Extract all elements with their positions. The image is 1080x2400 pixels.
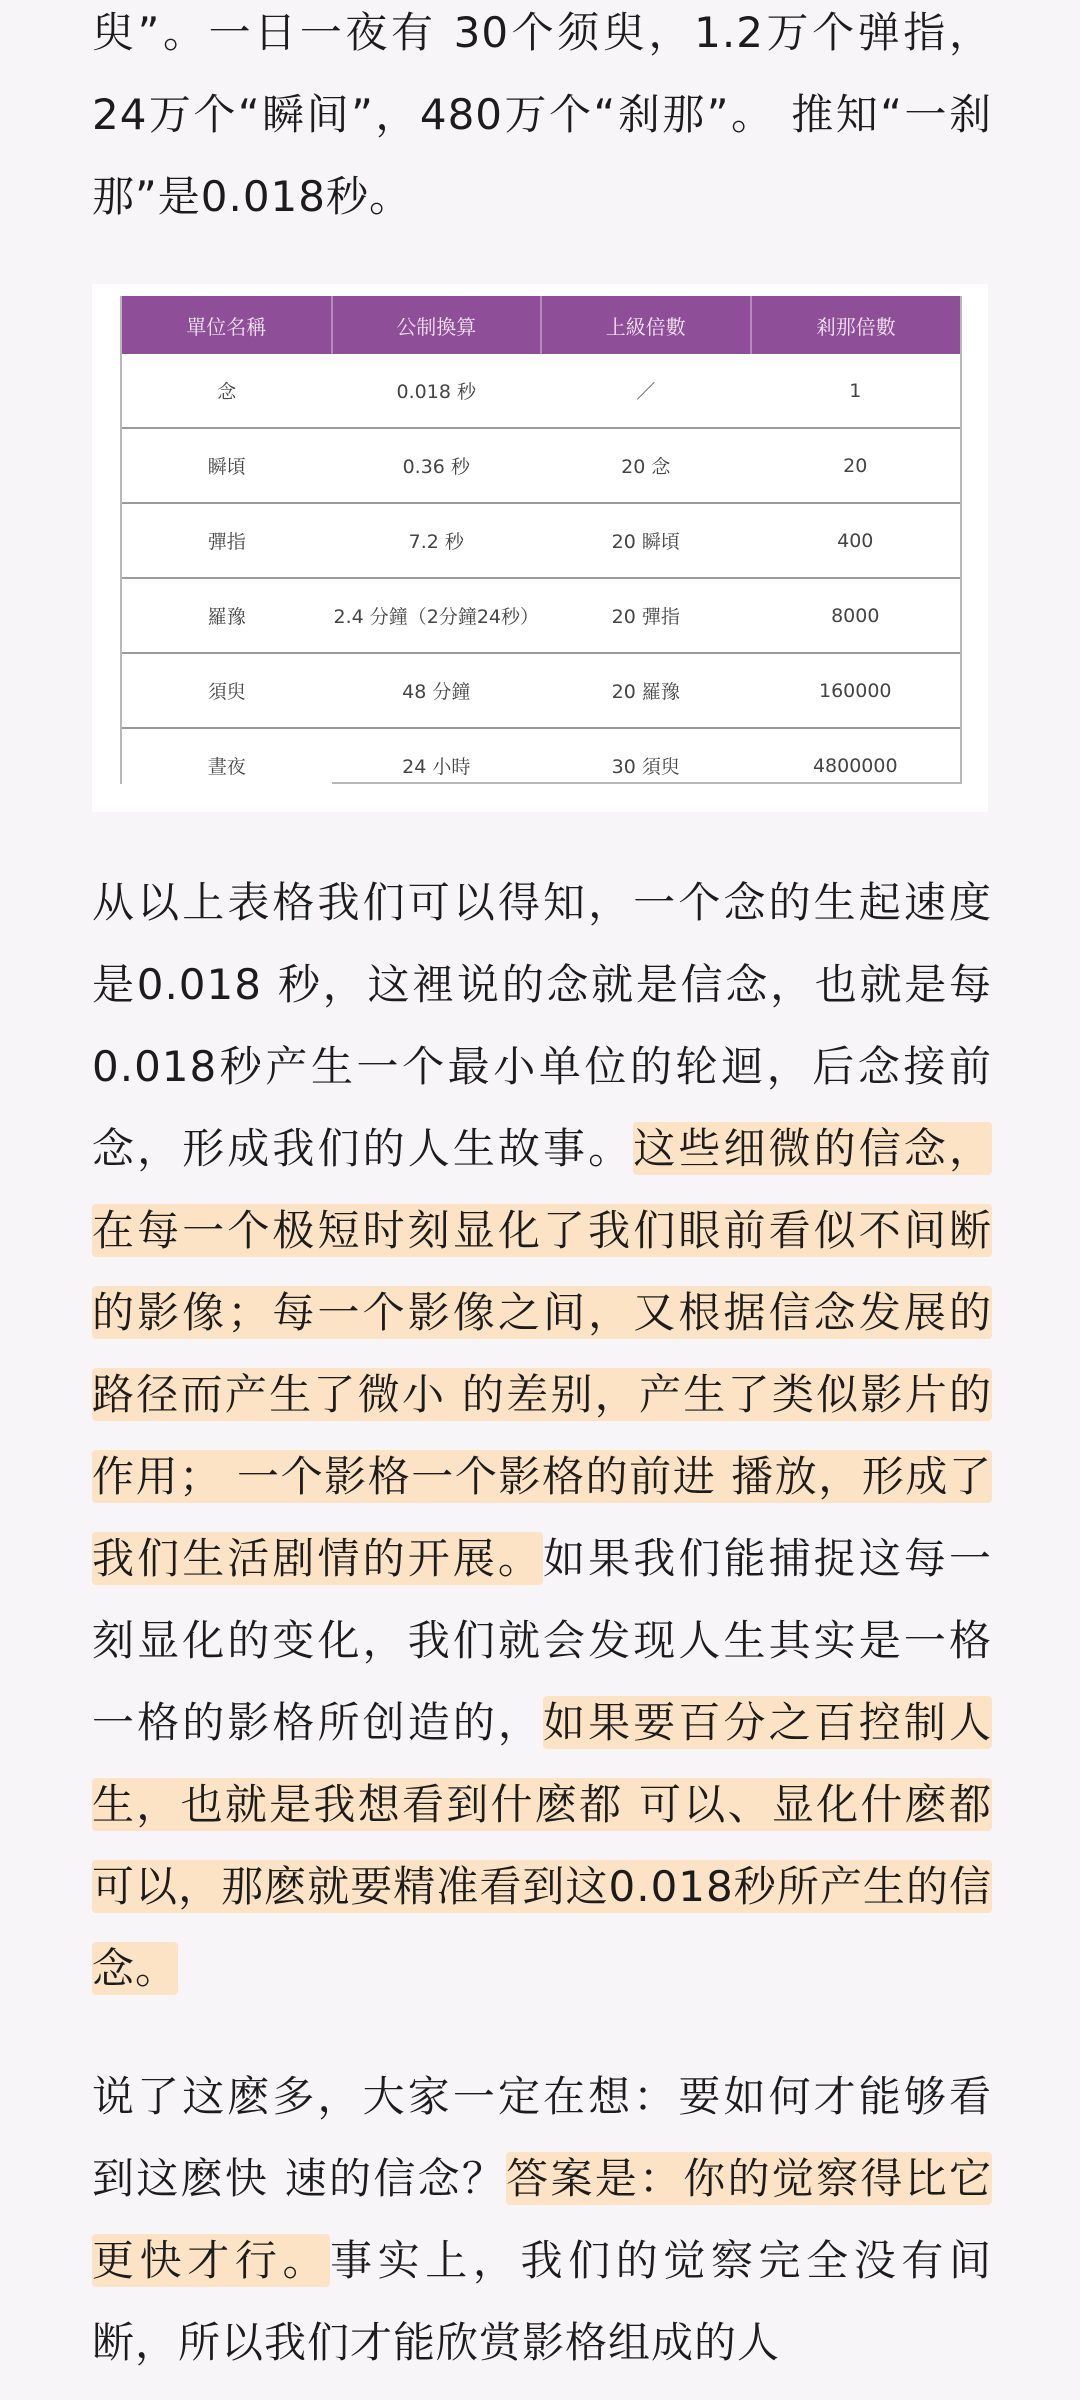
table-cell: 0.018 秒 — [332, 354, 542, 428]
paragraph-text: 事实上，我们的觉察完全没有间断，所以我们才能欣赏影格组成的人 — [92, 2236, 992, 2367]
table-header-cell: 單位名稱 — [122, 296, 332, 354]
table-cell: 彈指 — [122, 503, 332, 578]
highlighted-text: 答案是：你的觉察得比它更快才行。 — [92, 2154, 992, 2285]
table-cell: 0.36 秒 — [332, 428, 542, 503]
unit-table — [120, 296, 962, 784]
table-cell: 1 — [751, 354, 961, 428]
table-cell: ／ — [541, 354, 751, 428]
table-cell: 30 須臾 — [611, 756, 680, 778]
table-cell: 20 念 — [541, 428, 751, 503]
table-cell: 160000 — [751, 653, 961, 728]
table-cell: 8000 — [751, 578, 961, 653]
table-row — [122, 503, 960, 578]
paragraph-intro — [92, 0, 992, 238]
table-cell: 20 — [751, 428, 961, 503]
table-cell: 20 彈指 — [541, 578, 751, 653]
table-cell: 瞬頃 — [122, 428, 332, 503]
highlighted-text: 如果要百分之百控制人生，也就是我想看到什麽都 可以、显化什麽都可以，那麽就要精准看到这0.018秒所产生的信念。 — [92, 1698, 992, 1993]
highlighted-text: 这些细微的信念，在每一个极短时刻显化了我们眼前看似不间断的影像；每一个影像之间，又根据信念发展的路径而产生了微小 的差别，产生了类似影片的作用； 一个影格一个影格的前进 播放，形成了我们生活剧情的开展。 — [92, 1124, 992, 1583]
paragraph-question — [92, 2056, 992, 2384]
table-cell: 須臾 — [122, 653, 332, 728]
time-units-table — [122, 296, 960, 802]
paragraph-text: 如果我们能捕捉这每一刻显化的变化，我们就会发现人生其实是一格一格的影格所创造的， — [92, 1534, 992, 1747]
table-cell: 24 小時 — [402, 756, 471, 778]
table-row — [122, 578, 960, 653]
table-cell: 羅豫 — [122, 578, 332, 653]
table-header-cell: 公制換算 — [332, 296, 542, 354]
table-cell: 4800000 — [812, 754, 898, 777]
table-cell: 20 瞬頃 — [541, 503, 751, 578]
table-cell: 念 — [122, 354, 332, 428]
table-row — [122, 354, 960, 428]
paragraph-explanation — [92, 862, 992, 2010]
table-header-cell: 上級倍數 — [541, 296, 751, 354]
table-cell: 7.2 秒 — [332, 503, 542, 578]
paragraph-intro-text: 臾”。一日一夜有 30个须臾，1.2万个弹指，24万个“瞬间”，480万个“刹那”。 推知“一刹那”是0.018秒。 — [92, 8, 992, 221]
table-row — [122, 728, 960, 802]
table-cell: 48 分鐘 — [332, 653, 542, 728]
table-cell: 20 羅豫 — [541, 653, 751, 728]
table-row — [122, 428, 960, 503]
paragraph-text: 说了这麽多，大家一定在想：要如何才能够看到这麽快 速的信念？ — [92, 2072, 992, 2203]
table-header-cell: 剎那倍數 — [751, 296, 961, 354]
unit-table-image — [92, 284, 988, 812]
table-header-row — [122, 296, 960, 354]
paragraph-text: 从以上表格我们可以得知，一个念的生起速度是0.018 秒，这裡说的念就是信念，也就是每0.018秒产生一个最小单位的轮迴，后念接前念，形成我们的人生故事。 — [92, 878, 992, 1173]
table-cell: 400 — [751, 503, 961, 578]
table-row — [122, 653, 960, 728]
table-cell: 2.4 分鐘（2分鐘24秒） — [332, 578, 542, 653]
table-cell: 晝夜 — [122, 728, 332, 802]
